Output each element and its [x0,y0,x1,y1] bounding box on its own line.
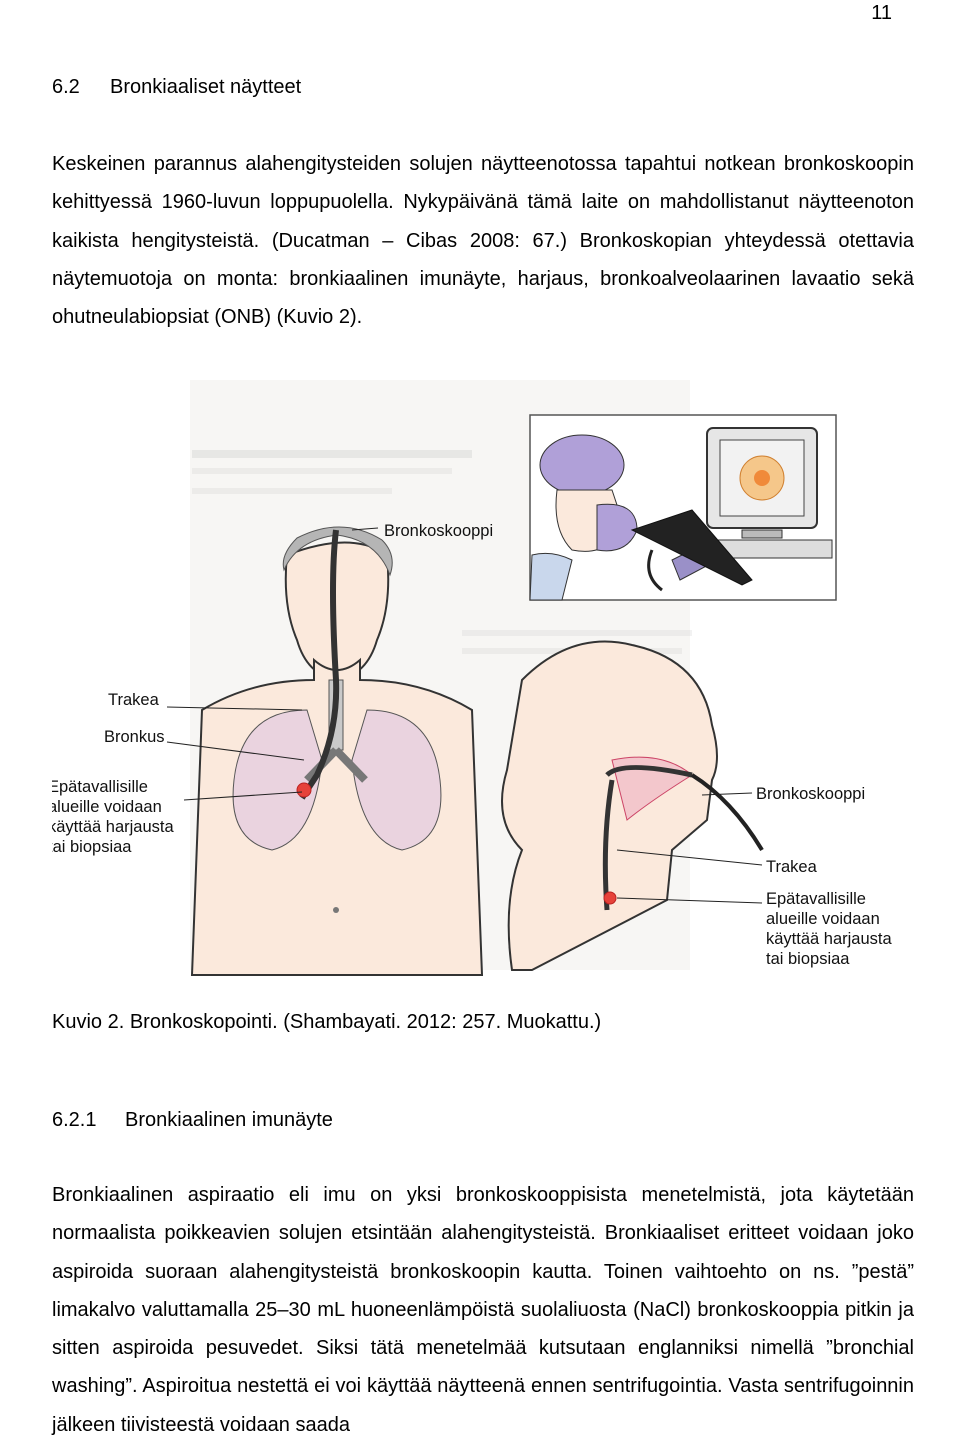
label-bronkoskooppi-right: Bronkoskooppi [756,785,866,803]
label-bronkoskooppi-top: Bronkoskooppi [384,522,494,540]
label-bronkus: Bronkus [104,728,165,746]
label-note-right-1: Epätavallisille [766,890,866,908]
bronchoscopy-illustration [52,380,918,980]
label-trakea-right: Trakea [766,858,817,876]
subsection-title: Bronkiaalinen imunäyte [125,1109,333,1131]
label-note-left-1: Epätavallisille [52,778,148,796]
label-note-left-3: käyttää harjausta [52,818,174,836]
subsection-heading [52,1109,333,1132]
label-trakea-left: Trakea [108,691,159,709]
section-heading [52,76,302,99]
section-title: Bronkiaaliset näytteet [110,76,302,98]
figure-caption: Kuvio 2. Bronkoskopointi. (Shambayati. 2012: 257. Muokattu.) [52,1011,602,1033]
label-note-left-4: tai biopsiaa [52,838,132,856]
label-note-right-3: käyttää harjausta [766,930,892,948]
label-note-left-2: alueille voidaan [52,798,162,816]
body-paragraph: Bronkiaalinen aspiraatio eli imu on yksi bronkoskooppisista menetelmistä, jota käytetään normaalista poikkeavien solujen etsintään alahengitysteistä. Bronkiaaliset eritteet voidaan joko aspiroida suoraan alahengitysteistä bronkoskoopin kautta. Toinen vaihtoehto on ns. ”pestä” limakalvo valuttamalla 25–30 mL huoneenlämpöistä suolaliuosta (NaCl) bronkoskooppia pitkin ja sitten aspiroida pesuvedet. Siksi tätä menetelmää kutsutaan englanniksi nimellä ”bronchial washing”. Aspiroitua nestettä ei voi käyttää näytteenä ennen sentrifugointia. Vasta sentrifugoinnin jälkeen tiivisteestä voidaan saada [52,1184,914,1436]
bronchoscopy-figure [52,380,918,980]
intro-paragraph: Keskeinen parannus alahengitysteiden solujen näytteenotossa tapahtui notkean bronkoskoopin kehittyessä 1960-luvun loppupuolella. Nykypäivänä tämä laite on mahdollistanut näytteenoton kaikista hengitysteistä. (Ducatman – Cibas 2008: 67.) Bronkoskopian yhteydessä otettavia näytemuotoja on monta: bronkiaalinen imunäyte, harjaus, bronkoalveolaarinen lavaatio sekä ohutneulabiopsiat (ONB) (Kuvio 2). [52,153,914,329]
label-note-right-2: alueille voidaan [766,910,880,928]
label-note-right-4: tai biopsiaa [766,950,850,968]
subsection-number: 6.2.1 [52,1109,97,1131]
page-number: 11 [871,2,892,24]
section-number: 6.2 [52,76,80,98]
